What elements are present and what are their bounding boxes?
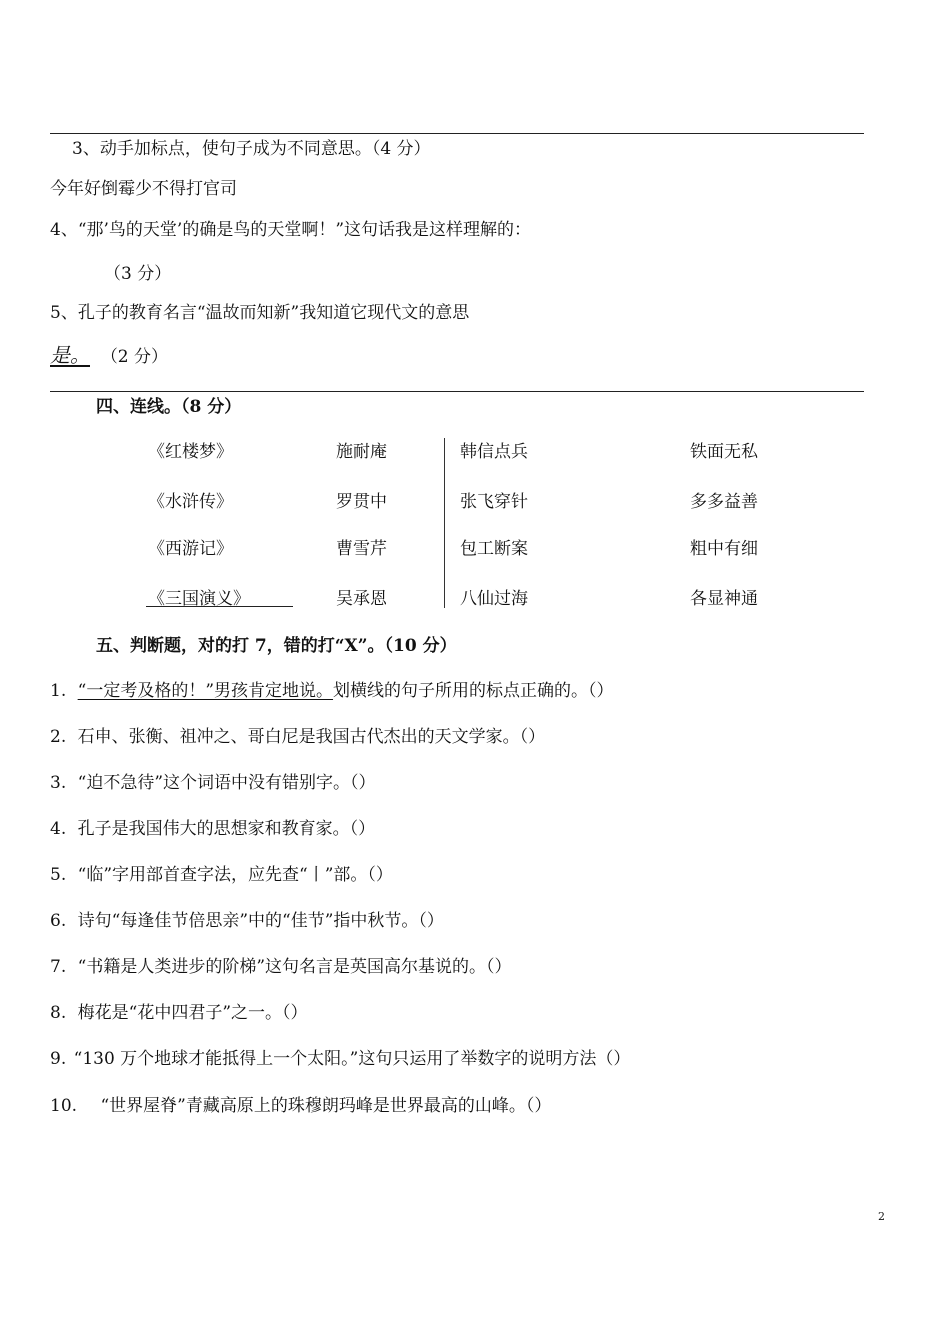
section-4-heading: 四、连线。（8 分） xyxy=(96,397,242,417)
item-number: 10. xyxy=(50,1096,78,1116)
item-number: 7. xyxy=(50,957,67,977)
item-text: “书籍是人类进步的阶梯”这句名言是英国高尔基说的。（） xyxy=(77,957,512,977)
question-3-sentence: 今年好倒霉少不得打官司 xyxy=(50,179,237,199)
page-number: 2 xyxy=(878,1210,885,1223)
author-item: 罗贯中 xyxy=(336,492,387,512)
section-5-heading: 五、判断题，对的打 7，错的打“X”。（10 分） xyxy=(96,636,457,656)
item-number: 2. xyxy=(50,727,67,747)
judgment-item xyxy=(50,680,614,702)
item-number: 3. xyxy=(50,773,67,793)
question-4: 4、“那’鸟的天堂’的确是鸟的天堂啊！”这句话我是这样理解的： xyxy=(50,220,532,240)
item-text: “130 万个地球才能抵得上一个太阳。”这句只运用了举数字的说明方法（） xyxy=(73,1049,631,1069)
question-4-score: （3 分） xyxy=(104,264,172,284)
author-item: 曹雪芹 xyxy=(336,539,387,559)
book-item: 《水浒传》 xyxy=(148,492,233,512)
story-item: 张飞穿针 xyxy=(460,492,528,512)
item-number: 4. xyxy=(50,819,67,839)
idiom-item: 各显神通 xyxy=(690,589,758,609)
item-text: 孔子是我国伟大的思想家和教育家。（） xyxy=(77,819,376,839)
idiom-item: 铁面无私 xyxy=(690,442,758,462)
judgment-item xyxy=(50,818,375,840)
question-3: 3、动手加标点，使句子成为不同意思。（4 分） xyxy=(72,139,431,159)
underlined-sentence: “一定考及格的！”男孩肯定地说。 xyxy=(77,681,334,701)
book-item: 《西游记》 xyxy=(148,539,233,559)
judgment-item xyxy=(50,910,444,932)
question-5: 5、孔子的教育名言“温故而知新”我知道它现代文的意思 xyxy=(50,303,470,323)
question-5-score: （2 分） xyxy=(100,347,169,367)
story-item: 韩信点兵 xyxy=(460,442,528,462)
item-number: 1. xyxy=(50,681,67,701)
item-number: 9. xyxy=(50,1049,67,1069)
judgment-item xyxy=(50,726,545,748)
item-number: 5. xyxy=(50,865,67,885)
item-text: “临”字用部首查字法，应先查“丨”部。（） xyxy=(77,865,393,885)
judgment-item xyxy=(50,1095,551,1117)
judgment-item xyxy=(50,1048,630,1070)
question-5-answer-line xyxy=(50,344,168,368)
idiom-item: 多多益善 xyxy=(690,492,758,512)
top-divider xyxy=(50,133,864,134)
item-number: 8. xyxy=(50,1003,67,1023)
judgment-item xyxy=(50,864,393,886)
item-text: “世界屋脊”青藏高原上的珠穆朗玛峰是世界最高的山峰。（） xyxy=(100,1096,552,1116)
idiom-item: 粗中有细 xyxy=(690,539,758,559)
book-underline xyxy=(146,606,293,607)
author-item: 吴承恩 xyxy=(336,589,387,609)
item-text: “迫不急待”这个词语中没有错别字。（） xyxy=(77,773,376,793)
author-item: 施耐庵 xyxy=(336,442,387,462)
judgment-item xyxy=(50,956,512,978)
item-text: 诗句“每逢佳节倍思亲”中的“佳节”指中秋节。（） xyxy=(77,911,444,931)
book-item: 《三国演义》 xyxy=(148,589,250,609)
story-item: 八仙过海 xyxy=(460,589,528,609)
story-item: 包工断案 xyxy=(460,539,528,559)
item-text: 梅花是“花中四君子”之一。（） xyxy=(77,1003,308,1023)
item-text: 石申、张衡、祖冲之、哥白尼是我国古代杰出的天文学家。（） xyxy=(77,727,546,747)
question-5-shi: 是。 xyxy=(50,343,90,367)
item-text: 划横线的句子所用的标点正确的。（） xyxy=(333,681,614,701)
matching-divider xyxy=(444,438,445,608)
book-item: 《红楼梦》 xyxy=(148,442,233,462)
section-divider xyxy=(50,391,864,392)
judgment-item xyxy=(50,1002,308,1024)
judgment-item xyxy=(50,772,376,794)
item-number: 6. xyxy=(50,911,67,931)
